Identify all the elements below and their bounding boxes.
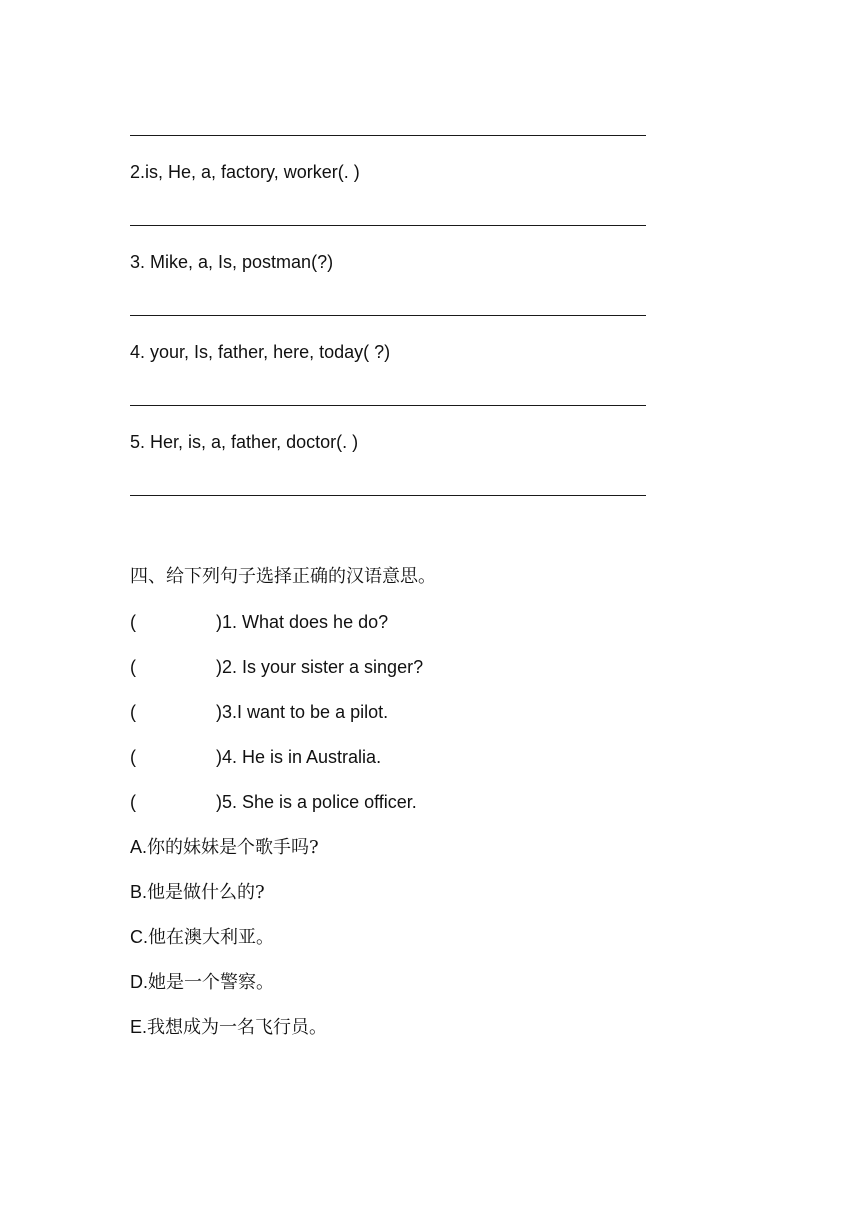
question-text: )3.I want to be a pilot. — [216, 702, 389, 722]
option-text: 他在澳大利亚。 — [148, 927, 274, 948]
answer-paren-open[interactable]: ( — [130, 747, 136, 767]
question-item-4: 4. your, Is, father, here, today( ?) — [130, 342, 391, 362]
question-item-2: 2.is, He, a, factory, worker(. ) — [130, 162, 360, 182]
answer-line[interactable] — [130, 495, 646, 496]
answer-paren-open[interactable]: ( — [130, 612, 136, 632]
question-text: )4. He is in Australia. — [216, 747, 382, 767]
answer-line[interactable] — [130, 135, 646, 136]
question-text: )5. She is a police officer. — [216, 792, 417, 812]
option-text: 她是一个警察。 — [148, 972, 274, 993]
answer-paren-open[interactable]: ( — [130, 657, 136, 677]
option-c — [130, 926, 274, 949]
question-item-5: 5. Her, is, a, father, doctor(. ) — [130, 432, 359, 452]
answer-paren-open[interactable]: ( — [130, 702, 136, 722]
option-text: 我想成为一名飞行员。 — [147, 1017, 328, 1038]
option-letter: D. — [130, 972, 148, 992]
answer-line[interactable] — [130, 405, 646, 406]
option-letter: C. — [130, 927, 148, 947]
option-letter: E. — [130, 1017, 148, 1037]
answer-line[interactable] — [130, 225, 646, 226]
option-text: 他是做什么的? — [147, 882, 265, 903]
option-letter: B. — [130, 882, 148, 902]
option-text: 你的妹妹是个歌手吗? — [147, 837, 319, 858]
option-d — [130, 971, 274, 994]
answer-paren-open[interactable]: ( — [130, 792, 136, 812]
option-e — [130, 1016, 327, 1039]
answer-line[interactable] — [130, 315, 646, 316]
question-text: )1. What does he do? — [216, 612, 389, 632]
option-a — [130, 836, 319, 859]
section-heading: 四、给下列句子选择正确的汉语意思。 — [130, 566, 436, 587]
option-letter: A. — [130, 837, 148, 857]
question-item-3: 3. Mike, a, Is, postman(?) — [130, 252, 334, 272]
option-b — [130, 881, 265, 904]
question-text: )2. Is your sister a singer? — [216, 657, 424, 677]
